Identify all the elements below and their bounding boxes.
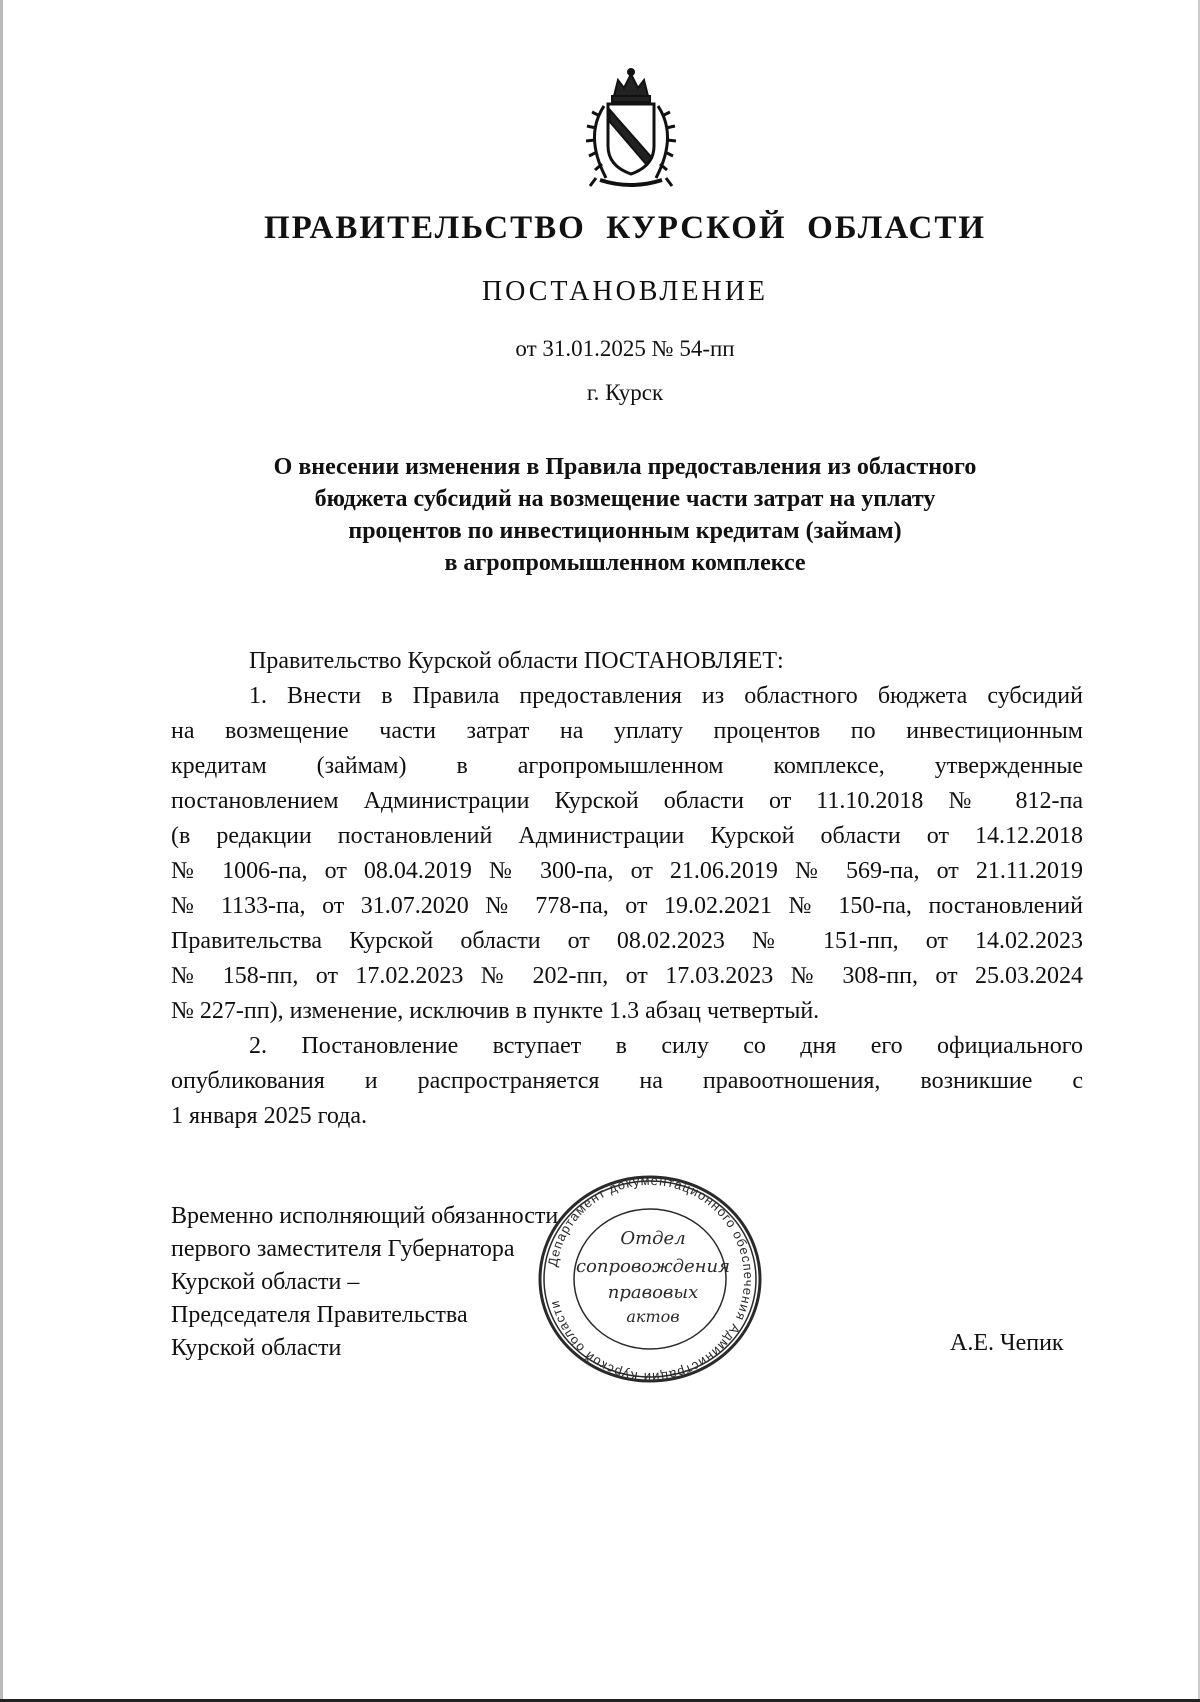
heading-line: процентов по инвестиционным кредитам (займам) bbox=[348, 518, 902, 544]
stamp-line: правовых bbox=[607, 1282, 699, 1303]
item-1-line: № 1133-па, от 31.07.2020 № 778-па, от 19.02.2021 № 150-па, постановлений bbox=[171, 893, 1083, 919]
item-2-line: 1 января 2025 года. bbox=[171, 1103, 368, 1129]
scan-edge-left bbox=[0, 0, 3, 1702]
document-type: ПОСТАНОВЛЕНИЕ bbox=[481, 276, 769, 307]
item-1-line: на возмещение части затрат на уплату процентов по инвестиционным bbox=[171, 718, 1083, 744]
official-stamp bbox=[535, 1172, 765, 1386]
stamp-ring-text: Департамент документационного обеспечения Администрации Курской области bbox=[544, 1172, 757, 1386]
stamp-line: Отдел bbox=[620, 1228, 686, 1249]
item-1-line: постановлением Администрации Курской области от 11.10.2018 № 812-па bbox=[171, 788, 1083, 814]
heading-line: бюджета субсидий на возмещение части затрат на уплату bbox=[314, 486, 936, 512]
document-date-number: от 31.01.2025 № 54-пп bbox=[515, 336, 735, 361]
item-2-line: опубликования и распространяется на правоотношения, возникшие с bbox=[171, 1068, 1083, 1094]
document-body bbox=[171, 644, 1083, 1134]
position-line: Курской области bbox=[171, 1335, 342, 1361]
document-city: г. Курск bbox=[586, 380, 664, 405]
position-line: Временно исполняющий обязанности bbox=[171, 1203, 559, 1229]
coat-of-arms-icon bbox=[566, 66, 696, 194]
signatory-position bbox=[171, 1200, 558, 1365]
position-line: Председателя Правительства bbox=[171, 1302, 468, 1328]
preamble: Правительство Курской области ПОСТАНОВЛЯЕТ: bbox=[249, 648, 784, 674]
item-1-line: № 158-пп, от 17.02.2023 № 202-пп, от 17.03.2023 № 308-пп, от 25.03.2024 bbox=[171, 963, 1083, 989]
item-1-line: (в редакции постановлений Администрации Курской области от 14.12.2018 bbox=[171, 823, 1083, 849]
document-heading bbox=[180, 451, 1070, 579]
position-line: первого заместителя Губернатора bbox=[171, 1236, 515, 1262]
item-1-line: кредитам (займам) в агропромышленном комплексе, утвержденные bbox=[171, 753, 1083, 779]
heading-line: в агропромышленном комплексе bbox=[444, 550, 806, 576]
organization-title: ПРАВИТЕЛЬСТВО КУРСКОЙ ОБЛАСТИ bbox=[263, 210, 987, 246]
item-2-line: 2. Постановление вступает в силу со дня его официального bbox=[249, 1033, 1083, 1059]
item-1-line: № 1006-па, от 08.04.2019 № 300-па, от 21.06.2019 № 569-па, от 21.11.2019 bbox=[171, 858, 1083, 884]
item-1-line: Правительства Курской области от 08.02.2023 № 151-пп, от 14.02.2023 bbox=[171, 928, 1083, 954]
heading-line: О внесении изменения в Правила предоставления из областного bbox=[273, 454, 977, 480]
stamp-line: актов bbox=[626, 1307, 680, 1326]
item-2 bbox=[171, 1029, 1083, 1134]
item-1 bbox=[171, 679, 1083, 1029]
signatory-name: А.Е. Чепик bbox=[950, 1330, 1064, 1356]
stamp-line: сопровождения bbox=[575, 1256, 731, 1277]
position-line: Курской области – bbox=[171, 1269, 360, 1295]
item-1-line: № 227-пп), изменение, исключив в пункте 1.3 абзац четвертый. bbox=[171, 998, 820, 1024]
item-1-line: 1. Внести в Правила предоставления из областного бюджета субсидий bbox=[249, 683, 1083, 709]
